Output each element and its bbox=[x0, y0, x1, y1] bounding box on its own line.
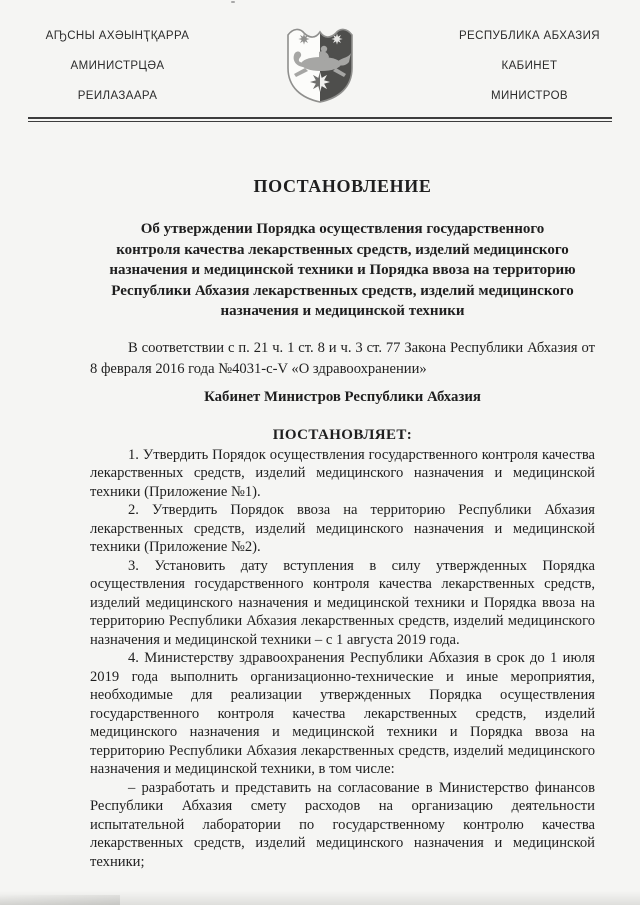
document-title: ПОСТАНОВЛЕНИЕ bbox=[253, 176, 432, 196]
issuing-authority: Кабинет Министров Республики Абхазия bbox=[204, 388, 481, 405]
paragraph-3: 3. Установить дату вступления в силу утвержденных Порядка осуществления государственного контроля качества лекарственных средств, изделий медицинского назначения и медицинской техники и Порядка ввоза на территорию Республики Абхазия лекарственных средств, изделий медицинского назначения и медицинской техники – с 1 августа 2019 года. bbox=[90, 557, 595, 648]
paragraph-4: 4. Министерству здравоохранения Республики Абхазия в срок до 1 июля 2019 года выполнить организационно-технические и иные мероприятия, необходимые для реализации утвержденных Порядка осуществления государственного контроля качества лекарственных средств, изделий медицинского назначения и медицинской техники и Порядка ввоза на территорию Республики Абхазия лекарственных средств, изделий медицинского назначения и медицинской техники, в том числе: bbox=[90, 650, 595, 777]
abkhazia-coat-of-arms-icon bbox=[283, 24, 357, 106]
document-subject: Об утверждении Порядка осуществления государственного контроля качества лекарственных средств, изделий медицинского назначения и медицинской техники и Порядка ввоза на территорию Республики Абхазия лекарственных средств, изделий медицинского назначения и медицинской техники bbox=[109, 221, 576, 319]
preamble: В соответствии с п. 21 ч. 1 ст. 8 и ч. 3 ст. 77 Закона Республики Абхазия от 8 февраля 2016 года №4031-с-V «О здравоохранении» bbox=[90, 339, 595, 377]
letterhead-left-line-2: АМИНИСТРЦӘА bbox=[70, 60, 165, 72]
letterhead-right-line-2: КАБИНЕТ bbox=[501, 60, 558, 72]
letterhead-right bbox=[437, 21, 622, 111]
double-rule bbox=[28, 117, 612, 122]
scan-edge-shadow bbox=[0, 891, 640, 905]
paragraph-5: – разработать и представить на согласование в Министерство финансов Республики Абхазия смету расходов на организацию деятельности испытательной лаборатории по государственному контролю качества лекарственных средств, изделий медицинского назначения и медицинской техники; bbox=[90, 779, 595, 870]
letterhead-right-line-3: МИНИСТРОВ bbox=[491, 90, 568, 102]
letterhead-right-line-1: РЕСПУБЛИКА АБХАЗИЯ bbox=[458, 30, 601, 42]
paragraph-1: 1. Утвердить Порядок осуществления государственного контроля качества лекарственных средств, изделий медицинского назначения и медицинской техники (Приложение №1). bbox=[90, 446, 595, 500]
document-body bbox=[90, 175, 595, 871]
letterhead-left-line-1: АҦСНЫ АХӘЫНҬҚАРРА bbox=[45, 30, 190, 42]
resolution-word: ПОСТАНОВЛЯЕТ: bbox=[272, 426, 413, 443]
scan-corner-shadow bbox=[0, 895, 120, 905]
letterhead-left bbox=[25, 21, 210, 111]
resolution-paragraphs bbox=[90, 446, 595, 872]
letterhead-left-line-3: РЕИЛАЗААРА bbox=[77, 90, 158, 102]
paragraph-2: 2. Утвердить Порядок ввоза на территорию Республики Абхазия лекарственных средств, изделий медицинского назначения и медицинской техники (Приложение №2). bbox=[90, 502, 595, 555]
letterhead bbox=[0, 0, 640, 117]
